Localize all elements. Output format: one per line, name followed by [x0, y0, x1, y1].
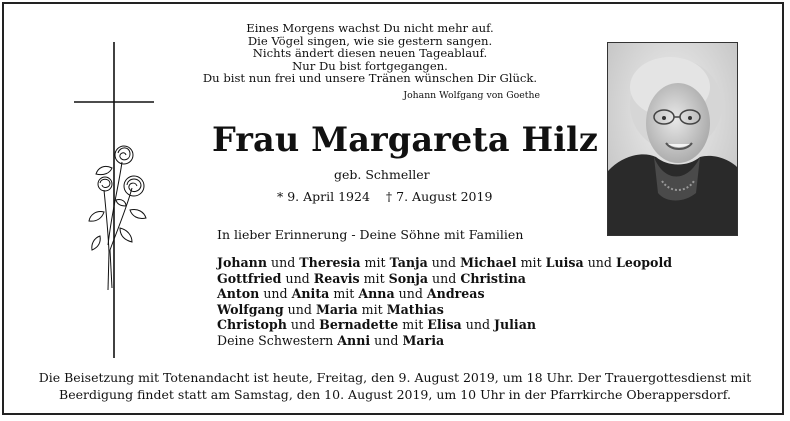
family-member-name: Theresia: [299, 255, 361, 270]
family-connector: und: [286, 317, 320, 333]
family-member-name: Elisa: [427, 317, 462, 333]
family-member-name: Anni: [337, 332, 371, 348]
deceased-name: Frau Margareta Hilz: [212, 120, 598, 159]
family-line: [217, 271, 672, 287]
family-connector: Deine Schwestern: [217, 332, 338, 348]
family-member-name: Johann: [217, 255, 267, 270]
family-line: [217, 255, 672, 271]
poem-line: Du bist nun frei und unsere Tränen wünschen Dir Glück.: [202, 71, 538, 86]
family-connector: und: [259, 286, 292, 302]
family-connector: und: [281, 270, 314, 286]
death-date: † 7. August 2019: [385, 189, 493, 204]
family-line: [217, 333, 672, 349]
family-member-name: Maria: [402, 332, 445, 348]
portrait-photo: [607, 42, 738, 236]
family-connector: mit: [398, 317, 428, 333]
life-dates: [277, 189, 492, 204]
family-connector: und: [370, 332, 403, 348]
family-member-name: Gottfried: [217, 270, 282, 286]
family-line: [217, 317, 672, 333]
family-member-name: Michael: [460, 255, 517, 270]
funeral-info: [30, 370, 760, 403]
family-connector: mit: [357, 301, 387, 317]
family-connector: und: [267, 255, 300, 270]
family-member-name: Anna: [358, 286, 395, 302]
family-member-name: Anita: [291, 286, 330, 302]
family-connector: mit: [329, 286, 359, 302]
birth-date: * 9. April 1924: [277, 189, 370, 204]
family-member-name: Julian: [494, 317, 537, 333]
cross-with-roses-icon: [60, 40, 170, 360]
birth-name: geb. Schmeller: [334, 167, 430, 182]
family-member-name: Bernadette: [319, 317, 399, 333]
family-connector: mit: [516, 255, 546, 270]
family-member-name: Reavis: [313, 270, 360, 286]
family-member-name: Maria: [315, 301, 358, 317]
family-connector: mit: [359, 270, 389, 286]
family-member-name: Anton: [217, 286, 260, 302]
family-connector: und: [583, 255, 616, 270]
funeral-info-line: Die Beisetzung mit Totenandacht ist heute, Freitag, den 9. August 2019, um 18 Uhr. Der Trauergottesdienst mit: [38, 370, 752, 385]
family-connector: und: [428, 270, 461, 286]
family-line: [217, 302, 672, 318]
family-connector: und: [394, 286, 427, 302]
family-list: [217, 255, 672, 349]
family-connector: mit: [360, 255, 390, 270]
family-member-name: Wolfgang: [217, 301, 284, 317]
funeral-info-line: Beerdigung findet statt am Samstag, den 10. August 2019, um 10 Uhr in der Pfarrkirche Oberappersdorf.: [59, 386, 731, 402]
family-connector: und: [461, 317, 495, 333]
family-member-name: Luisa: [545, 255, 584, 270]
poem-line: Die Vögel singen, wie sie gestern sangen.: [247, 33, 493, 48]
family-member-name: Christoph: [217, 317, 287, 333]
family-member-name: Christina: [460, 270, 526, 286]
poem-line: Nichts ändert diesen neuen Tageablauf.: [252, 46, 488, 61]
family-line: [217, 286, 672, 302]
family-connector: und: [427, 255, 461, 270]
family-member-name: Tanja: [389, 255, 428, 270]
poem-line: Nur Du bist fortgegangen.: [292, 58, 448, 73]
poem: [200, 21, 540, 101]
family-member-name: Andreas: [426, 286, 485, 302]
poem-author: Johann Wolfgang von Goethe: [403, 90, 540, 101]
family-member-name: Sonja: [388, 270, 429, 286]
family-member-name: Leopold: [615, 255, 673, 270]
memory-line: In lieber Erinnerung - Deine Söhne mit Familien: [217, 227, 524, 242]
poem-line: Eines Morgens wachst Du nicht mehr auf.: [246, 21, 494, 35]
family-member-name: Mathias: [386, 301, 444, 317]
family-connector: und: [283, 301, 316, 317]
